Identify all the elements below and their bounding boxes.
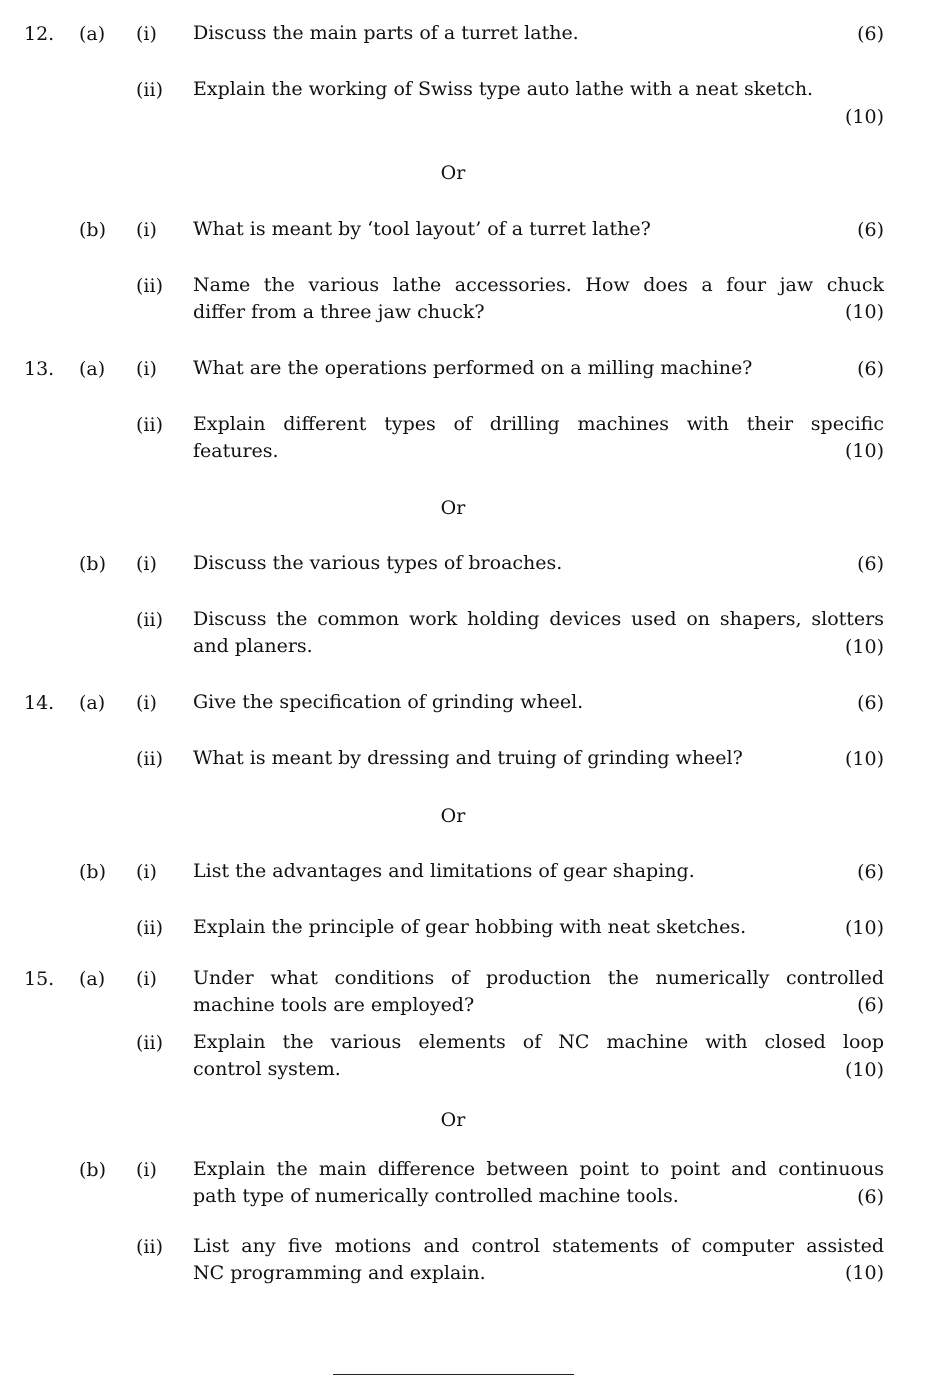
part-label: (a) [79, 23, 106, 45]
marks: (6) [857, 692, 884, 714]
subpart-label: (ii) [136, 748, 163, 770]
subpart-label: (i) [136, 1159, 157, 1181]
question-text-line1: Explain the various elements of NC machine with closed loop [193, 1031, 884, 1053]
question-text-line2: NC programming and explain. [193, 1262, 486, 1284]
question-text: Give the specification of grinding wheel. [193, 691, 584, 713]
marks: (10) [844, 1059, 884, 1081]
question-text-line1: Under what conditions of production the numerically controlled [193, 967, 884, 989]
part-label: (b) [79, 219, 106, 241]
subpart-label: (ii) [136, 1236, 163, 1258]
marks: (10) [844, 917, 884, 939]
question-number: 15. [24, 968, 55, 990]
question-text-line2: machine tools are employed? [193, 994, 475, 1016]
question-text-line1: Name the various lathe accessories. How does a four jaw chuck [193, 274, 884, 296]
marks: (6) [857, 358, 884, 380]
question-text-line2: differ from a three jaw chuck? [193, 301, 485, 323]
marks: (10) [844, 1262, 884, 1284]
subpart-label: (ii) [136, 79, 163, 101]
subpart-label: (i) [136, 692, 157, 714]
subpart-label: (i) [136, 861, 157, 883]
question-number: 12. [24, 23, 55, 45]
marks: (6) [857, 553, 884, 575]
question-text-line2: features. [193, 440, 279, 462]
question-text: What are the operations performed on a milling machine? [193, 357, 753, 379]
subpart-label: (i) [136, 219, 157, 241]
part-label: (b) [79, 861, 106, 883]
question-text-line1: List any five motions and control statements of computer assisted [193, 1235, 884, 1257]
end-rule [333, 1374, 574, 1375]
part-label: (b) [79, 553, 106, 575]
subpart-label: (ii) [136, 917, 163, 939]
question-text: What is meant by dressing and truing of grinding wheel? [193, 747, 743, 769]
question-text-line2: control system. [193, 1058, 341, 1080]
or-separator: Or [440, 162, 466, 184]
question-text: Explain the principle of gear hobbing with neat sketches. [193, 916, 747, 938]
question-text: Discuss the main parts of a turret lathe. [193, 22, 579, 44]
question-text: Discuss the various types of broaches. [193, 552, 563, 574]
part-label: (b) [79, 1159, 106, 1181]
subpart-label: (i) [136, 23, 157, 45]
question-text-line2: and planers. [193, 635, 313, 657]
marks: (6) [857, 1186, 884, 1208]
subpart-label: (ii) [136, 275, 163, 297]
or-separator: Or [440, 805, 466, 827]
marks: (10) [844, 748, 884, 770]
question-text-line1: Explain the main difference between point to point and continuous [193, 1158, 884, 1180]
question-number: 14. [24, 692, 55, 714]
question-text-line1: Explain different types of drilling machines with their specific [193, 413, 884, 435]
marks: (10) [844, 301, 884, 323]
marks: (6) [857, 219, 884, 241]
marks: (6) [857, 23, 884, 45]
subpart-label: (i) [136, 968, 157, 990]
subpart-label: (ii) [136, 609, 163, 631]
subpart-label: (ii) [136, 414, 163, 436]
question-text: What is meant by ‘tool layout’ of a turret lathe? [193, 218, 651, 240]
question-number: 13. [24, 358, 55, 380]
part-label: (a) [79, 358, 106, 380]
marks: (6) [857, 861, 884, 883]
question-text: List the advantages and limitations of gear shaping. [193, 860, 695, 882]
or-separator: Or [440, 1109, 466, 1131]
question-text-line2: path type of numerically controlled machine tools. [193, 1185, 679, 1207]
or-separator: Or [440, 497, 466, 519]
part-label: (a) [79, 692, 106, 714]
subpart-label: (i) [136, 358, 157, 380]
marks: (10) [844, 440, 884, 462]
marks: (6) [857, 994, 884, 1016]
subpart-label: (i) [136, 553, 157, 575]
marks: (10) [844, 636, 884, 658]
question-text: Explain the working of Swiss type auto lathe with a neat sketch. [193, 78, 814, 100]
marks: (10) [844, 106, 884, 128]
question-text-line1: Discuss the common work holding devices used on shapers, slotters [193, 608, 884, 630]
part-label: (a) [79, 968, 106, 990]
subpart-label: (ii) [136, 1032, 163, 1054]
